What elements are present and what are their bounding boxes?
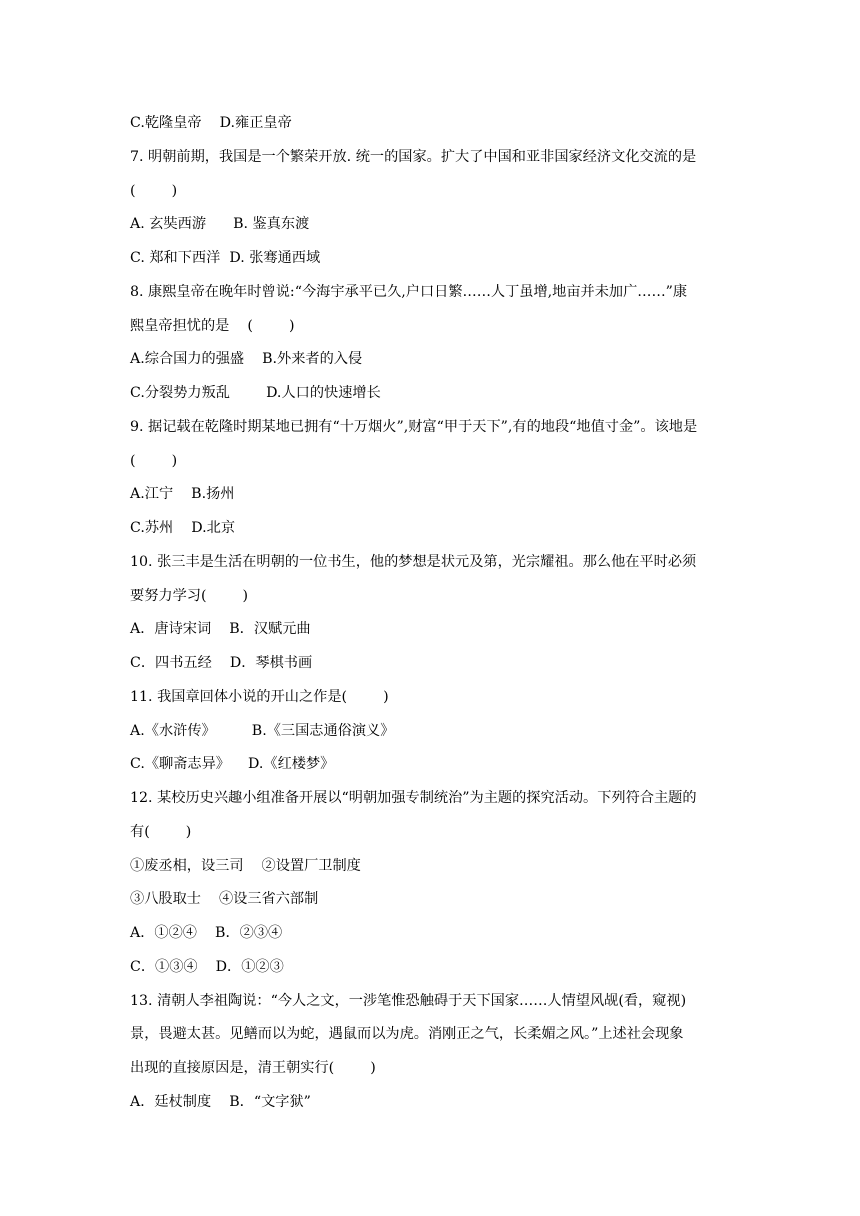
question-12-items-34: ③八股取士 ④设三省六部制 (130, 891, 319, 908)
question-10-stem: 10. 张三丰是生活在明朝的一位书生，他的梦想是状元及第，光宗耀祖。那么他在平时必须 (130, 553, 697, 570)
question-text-block (130, 107, 730, 1120)
question-7-options-cd: C. 郑和下西洋 D. 张骞通西域 (130, 250, 321, 266)
question-9-options-ab: A.江宁 B.扬州 (130, 486, 235, 503)
question-13-stem: 13. 清朝人李祖陶说：“今人之文，一涉笔惟恐触碍于天下国家……人情望风觇(看，窥视) (130, 992, 687, 1009)
question-11-options-cd: C.《聊斋志异》 D.《红楼梦》 (130, 756, 335, 773)
question-11-stem: 11. 我国章回体小说的开山之作是( ) (130, 688, 389, 705)
question-12-stem-cont: 有( ) (130, 823, 192, 840)
question-7-blank: ( ) (130, 182, 178, 199)
question-12-options-cd: C．①③④ D．①②③ (130, 958, 284, 975)
question-7-options-ab: A. 玄奘西游 B. 鉴真东渡 (130, 216, 310, 233)
question-10-options-cd: C．四书五经 D．琴棋书画 (130, 655, 313, 671)
text-line: C.乾隆皇帝 D.雍正皇帝 (130, 115, 292, 131)
question-12-items-12: ①废丞相，设三司 ②设置厂卫制度 (130, 857, 361, 874)
question-12-options-ab: A．①②④ B．②③④ (130, 925, 283, 941)
question-7-stem: 7. 明朝前期，我国是一个繁荣开放. 统一的国家。扩大了中国和亚非国家经济文化交流的是 (130, 148, 697, 165)
question-9-blank: ( ) (130, 452, 178, 469)
question-9-stem: 9. 据记载在乾隆时期某地已拥有“十万烟火”,财富“甲于天下”,有的地段“地值寸金”。该地是 (130, 418, 698, 435)
question-13-stem-cont: 景，畏避太甚。见鳝而以为蛇，遇鼠而以为虎。消刚正之气，长柔媚之风。”上述社会现象 (130, 1026, 684, 1043)
question-10-options-ab: A．唐诗宋词 B．汉赋元曲 (130, 621, 311, 638)
question-8-options-ab: A.综合国力的强盛 B.外来者的入侵 (130, 351, 363, 368)
question-13-options-ab: A．廷杖制度 B．“文字狱” (130, 1093, 311, 1110)
question-12-stem: 12. 某校历史兴趣小组准备开展以“明朝加强专制统治”为主题的探究活动。下列符合主题的 (130, 790, 697, 806)
question-8-options-cd: C.分裂势力叛乱 D.人口的快速增长 (130, 385, 381, 401)
question-13-stem-cont-2: 出现的直接原因是，清王朝实行( ) (130, 1060, 376, 1076)
question-11-options-ab: A.《水浒传》 B.《三国志通俗演义》 (130, 722, 395, 739)
question-9-options-cd: C.苏州 D.北京 (130, 520, 236, 536)
question-8-stem-cont: 熙皇帝担忧的是 ( ) (130, 317, 295, 334)
question-8-stem: 8. 康熙皇帝在晚年时曾说:“今海宇承平已久,户口日繁……人丁虽增,地亩并未加广……”康 (130, 283, 688, 300)
question-10-stem-cont: 要努力学习( ) (130, 587, 249, 604)
